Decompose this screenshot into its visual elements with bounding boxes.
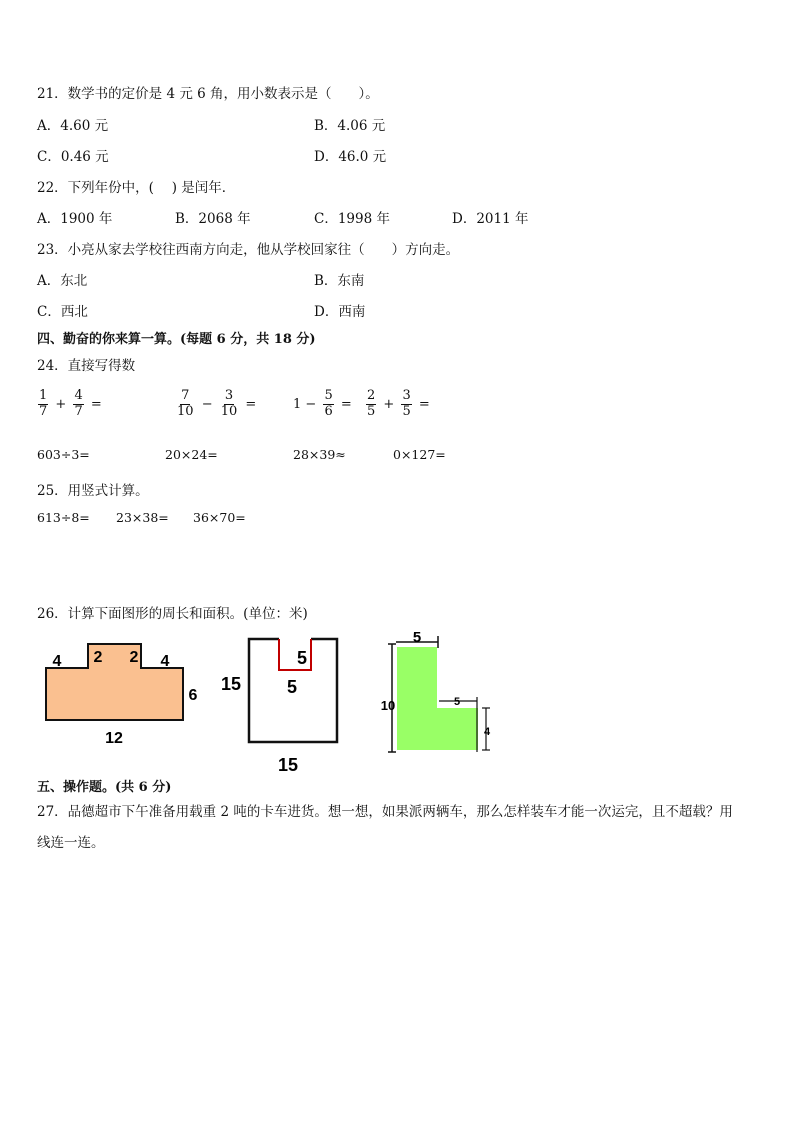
figure-1-label-right: 6	[188, 687, 198, 704]
operator: +	[383, 396, 395, 412]
denominator: 7	[39, 403, 48, 419]
q24-expr-5: 603÷3=	[37, 447, 90, 462]
q23-option-a[interactable]: A．东北	[37, 273, 88, 289]
section-5-heading: 五、操作题。(共 6 分)	[37, 780, 172, 795]
figure-1-label-step-right: 2	[129, 649, 139, 666]
figure-1-stepped-shape	[46, 644, 198, 747]
q27-line-1: 27．品德超市下午准备用载重 2 吨的卡车进货。想一想，如果派两辆车，那么怎样装车才能一次运完，且不超载？用	[37, 804, 733, 820]
figure-2-label-notch-depth: 5	[296, 648, 308, 668]
figure-1-label-top-left: 4	[52, 653, 62, 670]
numerator: 4	[74, 388, 83, 403]
q26-stem: 26．计算下面图形的周长和面积。(单位：米)	[37, 606, 308, 622]
q24-stem: 24．直接写得数	[37, 358, 136, 374]
numerator: 7	[181, 388, 190, 403]
q21-option-a[interactable]: A．4.60 元	[37, 118, 109, 134]
figure-2-label-left: 15	[220, 674, 242, 694]
equals: =	[418, 396, 430, 412]
operator: −	[201, 396, 213, 412]
figure-3-label-right: 4	[483, 726, 491, 738]
denominator: 10	[177, 403, 194, 419]
figure-1-label-step-left: 2	[93, 649, 103, 666]
equals: =	[90, 396, 102, 412]
denominator: 5	[402, 403, 411, 419]
equals: =	[245, 396, 257, 412]
numerator: 3	[224, 388, 234, 403]
numerator: 2	[367, 388, 376, 403]
figure-1-label-top-right: 4	[160, 653, 170, 670]
denominator: 6	[324, 403, 333, 419]
denominator: 10	[220, 403, 238, 419]
numerator: 5	[324, 388, 333, 403]
q23-option-d[interactable]: D．西南	[314, 304, 366, 320]
q22-option-c[interactable]: C．1998 年	[314, 211, 390, 227]
section-4-heading: 四、勤奋的你来算一算。(每题 6 分，共 18 分)	[37, 332, 316, 347]
figure-3-l-shape	[381, 629, 491, 752]
q25-expr-1: 613÷8=	[37, 510, 90, 525]
q21-stem: 21．数学书的定价是 4 元 6 角，用小数表示是（ ）。	[37, 86, 379, 102]
equals: =	[340, 396, 352, 412]
q21-option-d[interactable]: D．46.0 元	[314, 149, 387, 165]
q22-option-d[interactable]: D．2011 年	[452, 211, 529, 227]
q25-expr-2: 23×38=	[116, 510, 169, 525]
q23-option-c[interactable]: C．西北	[37, 304, 88, 320]
figure-3-label-inner: 5	[453, 696, 461, 708]
figure-3-label-left: 10	[380, 698, 396, 713]
denominator: 7	[74, 403, 83, 419]
q22-option-b[interactable]: B．2068 年	[175, 211, 251, 227]
figure-3-label-top: 5	[412, 629, 422, 646]
denominator: 5	[367, 403, 376, 419]
figure-2-label-bottom: 15	[277, 755, 299, 775]
q21-option-b[interactable]: B．4.06 元	[314, 118, 386, 134]
q23-option-b[interactable]: B．东南	[314, 273, 365, 289]
q24-expr-8: 0×127=	[393, 447, 446, 462]
q22-option-a[interactable]: A．1900 年	[37, 211, 113, 227]
figure-1-label-bottom: 12	[105, 730, 123, 747]
numerator: 1	[39, 388, 48, 403]
q24-expr-6: 20×24=	[165, 447, 218, 462]
prefix: 1 −	[293, 396, 317, 412]
q27-line-2: 线连一连。	[37, 835, 105, 851]
q22-stem: 22．下列年份中，( ) 是闰年．	[37, 180, 236, 196]
figure-2-notched-square	[221, 639, 337, 775]
q23-stem: 23．小亮从家去学校往西南方向走，他从学校回家往（ ）方向走。	[37, 242, 460, 258]
q24-expr-7: 28×39≈	[293, 447, 346, 462]
figure-3-polygon	[397, 647, 478, 750]
q25-expr-3: 36×70=	[193, 510, 246, 525]
figure-2-label-notch-width: 5	[286, 677, 298, 697]
q21-option-c[interactable]: C．0.46 元	[37, 149, 109, 165]
q25-stem: 25．用竖式计算。	[37, 483, 149, 499]
numerator: 3	[402, 388, 411, 403]
operator: +	[55, 396, 67, 412]
